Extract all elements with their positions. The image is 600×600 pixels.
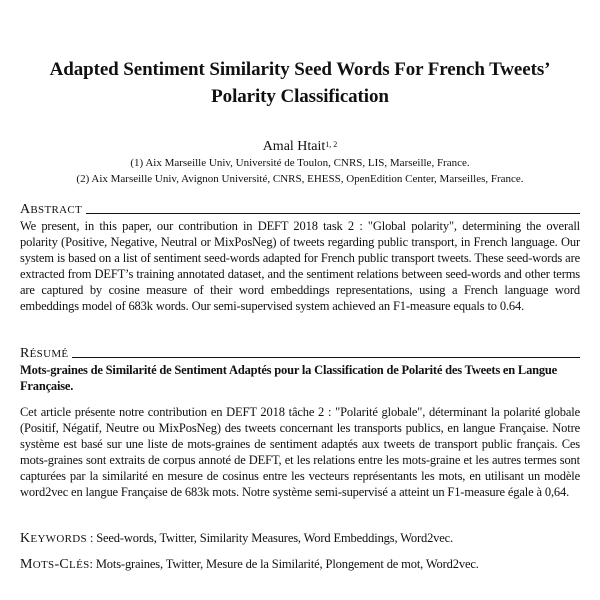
paper-title-line-1: Adapted Sentiment Similarity Seed Words For French Tweets’ bbox=[49, 59, 551, 80]
motscles-label bbox=[20, 557, 90, 571]
resume-text: Cet article présente notre contribution en DEFT 2018 tâche 2 : "Polarité globale", déterminant la polarité globale (Positif, Négatif, Neutre ou MixPosNeg) des tweets concernant les transports publics, en langue Française. Notre système est basé sur une liste de mots-graines de sentiment adaptés aux tweets de transport public français. Ces mots-graines sont extraits de corpus annoté de DEFT, et les relations entre les mots-graine et les autres termes sont capturées par la similarité en mesure de cosinus entre les vecteurs représentants les mots, en utilisant un modèle word2vec en langue Française de 683k mots. Notre système semi-supervisé a atteint un F1-measure égale à 0,64. bbox=[20, 405, 580, 499]
motscles-label-hyphen: - bbox=[54, 557, 60, 572]
keywords-text: Seed-words, Twitter, Similarity Measures, Word Embeddings, Word2vec. bbox=[96, 531, 454, 545]
keywords-label bbox=[20, 531, 87, 545]
motscles-label-initial-2: C bbox=[59, 557, 70, 572]
resume-heading-initial: R bbox=[20, 346, 30, 361]
motscles-label-initial: M bbox=[20, 557, 33, 572]
abstract-heading-initial: A bbox=[20, 202, 31, 217]
keywords-separator: : bbox=[86, 531, 97, 545]
abstract-heading-rule bbox=[86, 213, 580, 214]
motscles-label-rest: OTS bbox=[32, 559, 55, 571]
motscles-separator: : bbox=[89, 557, 96, 571]
paper-title bbox=[20, 56, 580, 110]
author bbox=[20, 139, 580, 155]
affiliation-1: (1) Aix Marseille Univ, Université de Toulon, CNRS, LIS, Marseille, France. bbox=[130, 157, 470, 169]
resume-title: Mots-graines de Similarité de Sentiment Adaptés pour la Classification de Polarité des Tweets en Langue Française. bbox=[20, 363, 558, 393]
resume-heading bbox=[20, 345, 580, 361]
keywords-line bbox=[20, 530, 580, 547]
author-affiliation-marks: 1, 2 bbox=[325, 140, 338, 149]
resume-heading-rest: ÉSUMÉ bbox=[29, 348, 69, 360]
motscles-label-rest-2: LÉS bbox=[69, 559, 90, 571]
abstract-heading-label bbox=[20, 203, 86, 217]
motscles-text: Mots-graines, Twitter, Mesure de la Similarité, Plongement de mot, Word2vec. bbox=[95, 557, 479, 571]
keywords-label-initial: K bbox=[20, 531, 31, 546]
resume-heading-label bbox=[20, 347, 72, 361]
motscles-line bbox=[20, 556, 580, 573]
author-name: Amal Htait bbox=[262, 139, 326, 154]
abstract-text: We present, in this paper, our contribution in DEFT 2018 task 2 : "Global polarity", determining the overall polarity (Positive, Negative, Neutral or MixPosNeg) of tweets regarding public transport, in French language. Our system is based on a list of sentiment seed-words adapted for French public transport tweets. These seed-words are extracted from DEFT’s training annotated dataset, and the sentiment relations between seed-words and other terms are captured by cosine measure of their word embeddings representations, using a French language word embeddings model of 683k words. Our semi-supervised system achieved an F1-measure equals to 0.64. bbox=[20, 219, 580, 313]
keywords-label-rest: EYWORDS bbox=[30, 533, 87, 545]
abstract-heading-rest: BSTRACT bbox=[30, 204, 83, 216]
resume-heading-rule bbox=[72, 357, 580, 358]
affiliation-2: (2) Aix Marseille Univ, Avignon Université, CNRS, EHESS, OpenEdition Center, Marseilles, France. bbox=[76, 173, 524, 185]
paper-title-line-2: Polarity Classification bbox=[211, 86, 389, 107]
abstract-heading bbox=[20, 201, 580, 217]
